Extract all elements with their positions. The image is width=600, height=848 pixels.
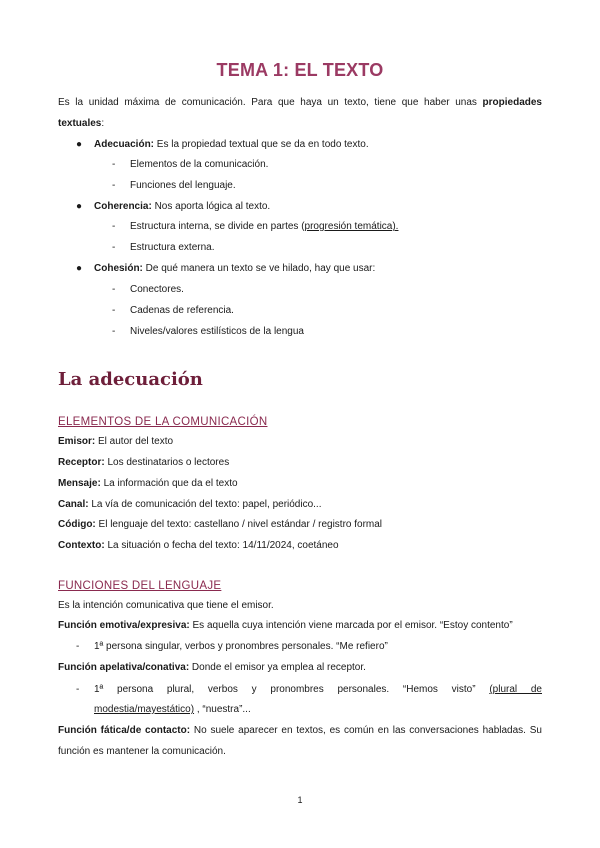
sub-item bbox=[94, 704, 542, 716]
element-term: Código: bbox=[58, 519, 96, 530]
sub-item-text: 1ª persona plural, verbos y pronombres personales. “Hemos visto” bbox=[94, 684, 490, 695]
function-apelativa bbox=[58, 662, 542, 674]
intro-bold-2: textuales bbox=[58, 118, 102, 129]
functions-intro: Es la intención comunicativa que tiene el emisor. bbox=[58, 600, 274, 611]
bullet-icon: ● bbox=[76, 263, 83, 274]
dash-icon: - bbox=[112, 305, 116, 316]
element-item bbox=[58, 499, 542, 511]
dash-icon: - bbox=[112, 326, 116, 337]
sub-item: 1ª persona singular, verbos y pronombres personales. “Me refiero” bbox=[94, 641, 388, 652]
intro-line-1 bbox=[58, 97, 542, 109]
page-title: TEMA 1: EL TEXTO bbox=[216, 60, 384, 80]
element-term: Mensaje: bbox=[58, 478, 101, 489]
element-term: Receptor: bbox=[58, 457, 105, 468]
dash-icon: - bbox=[76, 684, 80, 695]
property-desc: Es la propiedad textual que se da en todo texto. bbox=[154, 139, 369, 150]
function-term: Función fática/de contacto: bbox=[58, 725, 191, 736]
property-term: Cohesión: bbox=[94, 263, 143, 274]
intro-bold: propiedades bbox=[482, 97, 542, 108]
functions-heading: FUNCIONES DEL LENGUAJE bbox=[58, 580, 222, 592]
element-term: Contexto: bbox=[58, 540, 105, 551]
property-desc: De qué manera un texto se ve hilado, hay que usar: bbox=[142, 263, 376, 274]
element-desc: La vía de comunicación del texto: papel, periódico... bbox=[88, 499, 322, 510]
element-item bbox=[58, 457, 542, 469]
function-desc: Donde el emisor ya emplea al receptor. bbox=[189, 662, 366, 673]
sub-item: Elementos de la comunicación. bbox=[130, 159, 269, 170]
function-term: Función emotiva/expresiva: bbox=[58, 620, 190, 631]
function-emotiva bbox=[58, 620, 542, 632]
intro-text: Es la unidad máxima de comunicación. Para que haya un texto, tiene que haber unas bbox=[58, 97, 483, 108]
element-desc: El autor del texto bbox=[95, 436, 174, 447]
elements-heading: ELEMENTOS DE LA COMUNICACIÓN bbox=[58, 416, 268, 428]
property-adecuacion bbox=[94, 139, 369, 151]
progresion-tematica-link[interactable]: progresión temática). bbox=[304, 221, 399, 232]
element-desc: Los destinatarios o lectores bbox=[104, 457, 230, 468]
sub-item bbox=[130, 221, 398, 233]
element-term: Canal: bbox=[58, 499, 89, 510]
sub-item: Estructura externa. bbox=[130, 242, 215, 253]
element-item bbox=[58, 540, 542, 552]
element-item bbox=[58, 519, 542, 531]
sub-item: Conectores. bbox=[130, 284, 184, 295]
sub-item: Niveles/valores estilísticos de la lengua bbox=[130, 326, 304, 337]
sub-item-text: , “nuestra”... bbox=[194, 704, 251, 715]
element-item bbox=[58, 478, 542, 490]
bullet-icon: ● bbox=[76, 139, 83, 150]
intro-line-2 bbox=[58, 118, 542, 130]
plural-modestia-link[interactable]: (plural de bbox=[489, 684, 542, 695]
element-item bbox=[58, 436, 542, 448]
property-term: Adecuación: bbox=[94, 139, 155, 150]
plural-modestia-link-2[interactable]: modestia/mayestático) bbox=[94, 704, 195, 715]
dash-icon: - bbox=[112, 284, 116, 295]
sub-item-text: Estructura interna, se divide en partes ( bbox=[130, 221, 305, 232]
function-desc: No suele aparecer en textos, es común en las conversaciones habladas. Su bbox=[190, 725, 542, 736]
property-desc: Nos aporta lógica al texto. bbox=[151, 201, 271, 212]
element-desc: El lenguaje del texto: castellano / nivel estándar / registro formal bbox=[95, 519, 383, 530]
function-term: Función apelativa/conativa: bbox=[58, 662, 190, 673]
function-desc: Es aquella cuya intención viene marcada por el emisor. “Estoy contento” bbox=[189, 620, 513, 631]
element-term: Emisor: bbox=[58, 436, 96, 447]
element-desc: La situación o fecha del texto: 14/11/2024, coetáneo bbox=[104, 540, 339, 551]
sub-item: Cadenas de referencia. bbox=[130, 305, 234, 316]
function-fatica bbox=[58, 725, 542, 737]
dash-icon: - bbox=[76, 641, 80, 652]
property-cohesion bbox=[94, 263, 375, 275]
sub-item bbox=[94, 684, 542, 696]
dash-icon: - bbox=[112, 159, 116, 170]
dash-icon: - bbox=[112, 242, 116, 253]
page-number: 1 bbox=[297, 795, 303, 805]
property-coherencia bbox=[94, 201, 270, 213]
element-desc: La información que da el texto bbox=[100, 478, 238, 489]
intro-suffix: : bbox=[101, 118, 105, 129]
section-title: La adecuación bbox=[58, 369, 203, 390]
bullet-icon: ● bbox=[76, 201, 83, 212]
dash-icon: - bbox=[112, 180, 116, 191]
property-term: Coherencia: bbox=[94, 201, 152, 212]
sub-item: Funciones del lenguaje. bbox=[130, 180, 236, 191]
dash-icon: - bbox=[112, 221, 116, 232]
function-fatica-line-2: función es mantener la comunicación. bbox=[58, 746, 226, 757]
